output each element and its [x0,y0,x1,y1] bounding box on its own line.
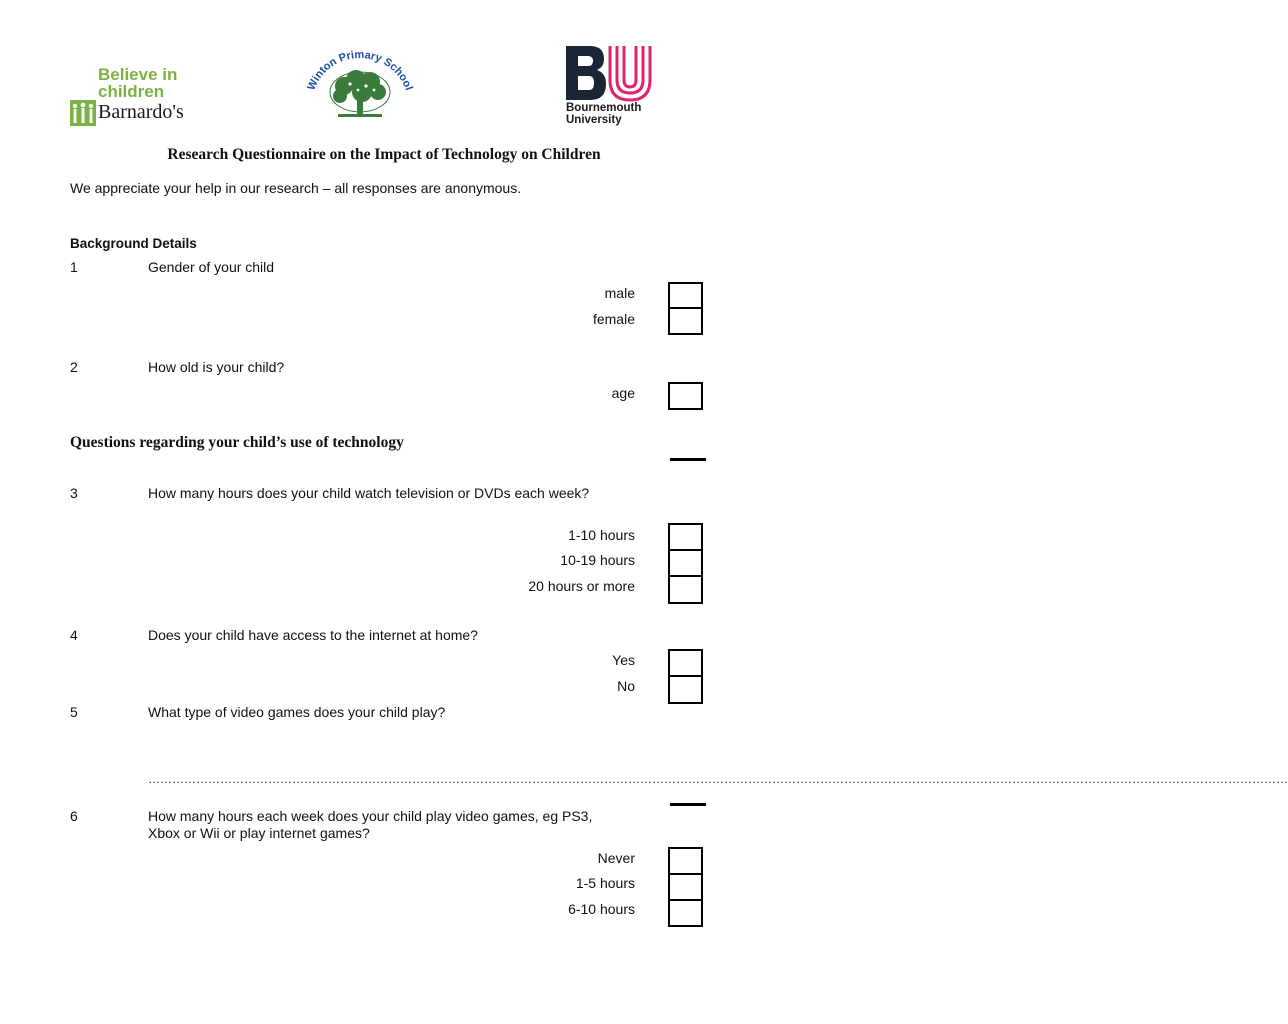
option-label: Yes [612,652,635,668]
checkbox-male[interactable] [668,282,703,309]
barnardos-figures-icon [70,100,96,126]
option-label: female [592,311,635,327]
winton-oak-tree-icon [300,42,418,128]
question-text: How many hours does your child watch television or DVDs each week? [148,485,590,501]
option-label: 1-5 hours [575,875,635,891]
checkbox-female[interactable] [668,307,703,335]
barnardos-name: Barnardo's [98,101,184,123]
question-text: How old is your child? [148,359,285,375]
bournemouth-university-logo [564,44,664,130]
option-label: 1-10 hours [568,527,635,543]
checkbox-no[interactable] [668,675,703,704]
answer-line[interactable]: …………………………………………………………………………………………………………………………………………………………………………………………………………………………………………………………… [148,772,1288,786]
barnardos-tagline-line2: children [98,82,165,101]
barnardos-tagline-line1: Believe in [98,65,178,84]
question-number: 2 [70,359,78,375]
option-label: No [617,678,635,694]
technology-section-heading: Questions regarding your child’s use of technology [70,434,404,451]
winton-arc-text: Winton Primary School [305,48,415,93]
question-text: How many hours each week does your child play video games, eg PS3, Xbox or Wii or play internet games? [148,808,593,841]
checkbox-1-5-hours[interactable] [668,873,703,901]
question-text: What type of video games does your child play? [148,704,446,720]
checkbox-yes[interactable] [668,649,703,677]
document-title: Research Questionnaire on the Impact of Technology on Children [167,146,601,163]
winton-school-logo [300,42,418,128]
question-number: 6 [70,808,78,824]
checkbox-1-10-hours[interactable] [668,523,703,551]
checkbox-20-plus-hours[interactable] [668,575,703,604]
question-number: 3 [70,485,78,501]
bu-name-line2: University [566,114,622,126]
question-number: 1 [70,259,78,275]
bu-name-line1: Bournemouth [566,102,642,114]
barnardos-logo [68,64,208,128]
option-label: 10-19 hours [560,552,635,568]
checkbox-never[interactable] [668,847,703,875]
background-details-heading: Background Details [70,236,197,251]
question-text: Does your child have access to the internet at home? [148,627,478,643]
question-number: 5 [70,704,78,720]
question-text: Gender of your child [148,259,275,275]
checkbox-6-10-hours[interactable] [668,899,703,927]
divider-dash [670,803,706,806]
divider-dash [670,458,706,461]
checkbox-10-19-hours[interactable] [668,549,703,577]
option-label: age [611,385,635,401]
question-number: 4 [70,627,78,643]
option-label: 6-10 hours [568,901,635,917]
intro-text: We appreciate your help in our research – all responses are anonymous. [70,180,522,196]
option-label: Never [597,850,635,866]
option-label: male [604,285,635,301]
option-label: 20 hours or more [528,578,635,594]
bu-monogram-icon [564,44,656,102]
age-input-box[interactable] [668,382,703,410]
